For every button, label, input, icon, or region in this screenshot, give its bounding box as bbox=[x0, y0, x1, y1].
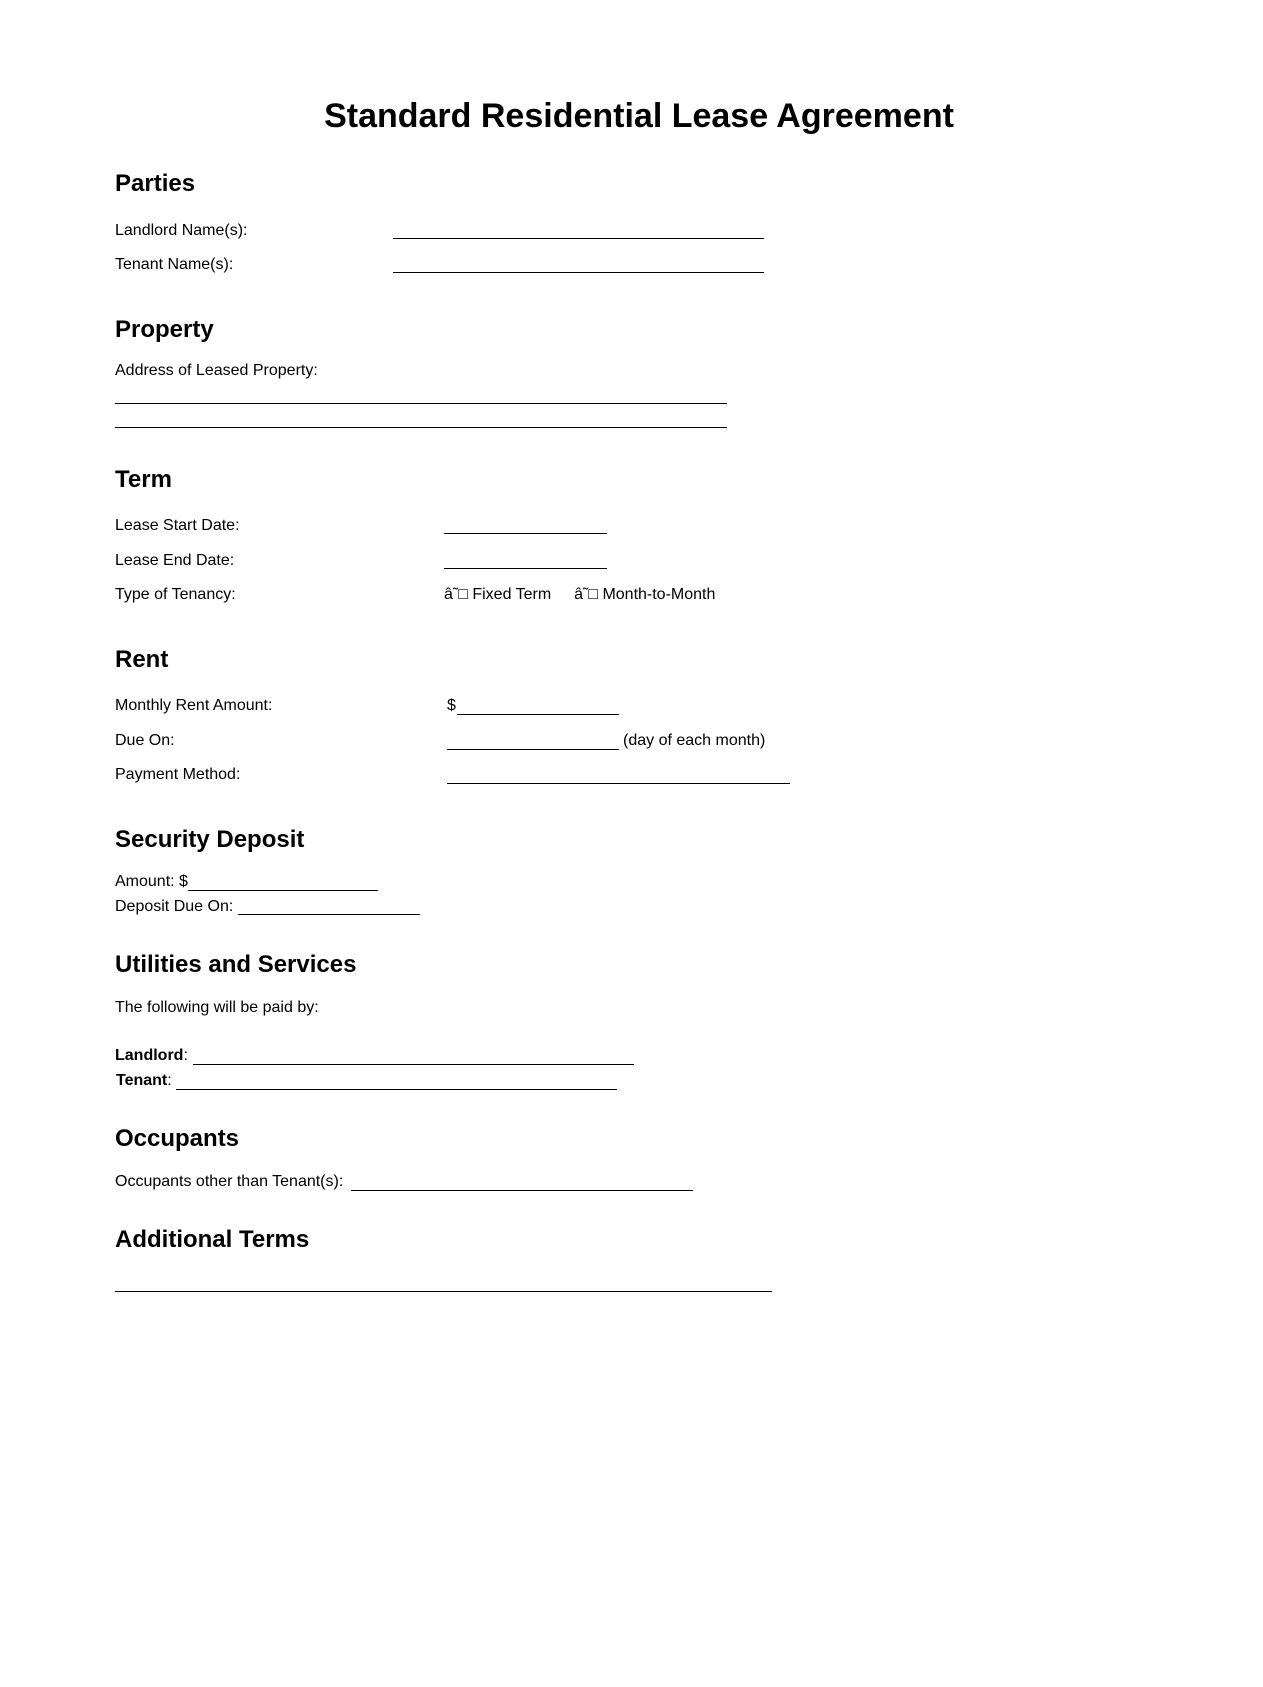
section-heading-occupants: Occupants bbox=[115, 1125, 240, 1152]
fixed-term-label: Fixed Term bbox=[472, 586, 552, 603]
utilities-landlord-label: Landlord: bbox=[115, 1047, 188, 1064]
due-on-field[interactable] bbox=[447, 749, 619, 750]
utilities-intro: The following will be paid by: bbox=[115, 999, 319, 1016]
monthly-rent-prefix: $ bbox=[447, 697, 456, 714]
address-label: Address of Leased Property: bbox=[115, 362, 318, 379]
checkbox-icon: â˜□ bbox=[444, 586, 468, 603]
utilities-landlord-field[interactable] bbox=[193, 1064, 634, 1065]
document-title: Standard Residential Lease Agreement bbox=[324, 97, 954, 135]
monthly-rent-label: Monthly Rent Amount: bbox=[115, 697, 273, 714]
section-heading-parties: Parties bbox=[115, 170, 196, 197]
occupants-field[interactable] bbox=[351, 1190, 693, 1191]
address-line-2-field[interactable] bbox=[115, 427, 727, 428]
section-heading-rent: Rent bbox=[115, 646, 169, 673]
fixed-term-checkbox[interactable] bbox=[444, 586, 556, 603]
month-to-month-checkbox[interactable] bbox=[574, 586, 715, 603]
deposit-amount-field[interactable] bbox=[188, 890, 378, 891]
section-heading-property: Property bbox=[115, 316, 214, 343]
due-on-label: Due On: bbox=[115, 732, 175, 749]
deposit-due-field[interactable] bbox=[238, 914, 420, 915]
section-heading-additional-terms: Additional Terms bbox=[115, 1226, 310, 1253]
additional-terms-field[interactable] bbox=[115, 1291, 772, 1292]
address-line-1-field[interactable] bbox=[115, 403, 727, 404]
landlord-name-label: Landlord Name(s): bbox=[115, 222, 248, 239]
tenancy-type-label: Type of Tenancy: bbox=[115, 586, 236, 603]
lease-start-date-label: Lease Start Date: bbox=[115, 517, 240, 534]
deposit-amount-label: Amount: $ bbox=[115, 873, 188, 890]
lease-end-date-label: Lease End Date: bbox=[115, 552, 235, 569]
tenant-name-label: Tenant Name(s): bbox=[115, 256, 234, 273]
utilities-tenant-field[interactable] bbox=[176, 1089, 617, 1090]
payment-method-field[interactable] bbox=[447, 783, 790, 784]
lease-end-date-field[interactable] bbox=[444, 568, 607, 569]
occupants-label: Occupants other than Tenant(s): bbox=[115, 1173, 344, 1190]
section-heading-security-deposit: Security Deposit bbox=[115, 826, 305, 853]
section-heading-term: Term bbox=[115, 466, 172, 493]
deposit-due-label: Deposit Due On: bbox=[115, 898, 234, 915]
tenancy-type-options bbox=[444, 586, 715, 604]
checkbox-icon: â˜□ bbox=[574, 586, 598, 603]
payment-method-label: Payment Method: bbox=[115, 766, 241, 783]
section-heading-utilities: Utilities and Services bbox=[115, 951, 357, 978]
lease-start-date-field[interactable] bbox=[444, 533, 607, 534]
month-to-month-label: Month-to-Month bbox=[602, 586, 716, 603]
utilities-tenant-label: Tenant: bbox=[116, 1072, 172, 1089]
landlord-name-field[interactable] bbox=[393, 238, 764, 239]
tenant-name-field[interactable] bbox=[393, 272, 764, 273]
due-on-suffix: (day of each month) bbox=[623, 732, 766, 749]
monthly-rent-field[interactable] bbox=[457, 714, 619, 715]
